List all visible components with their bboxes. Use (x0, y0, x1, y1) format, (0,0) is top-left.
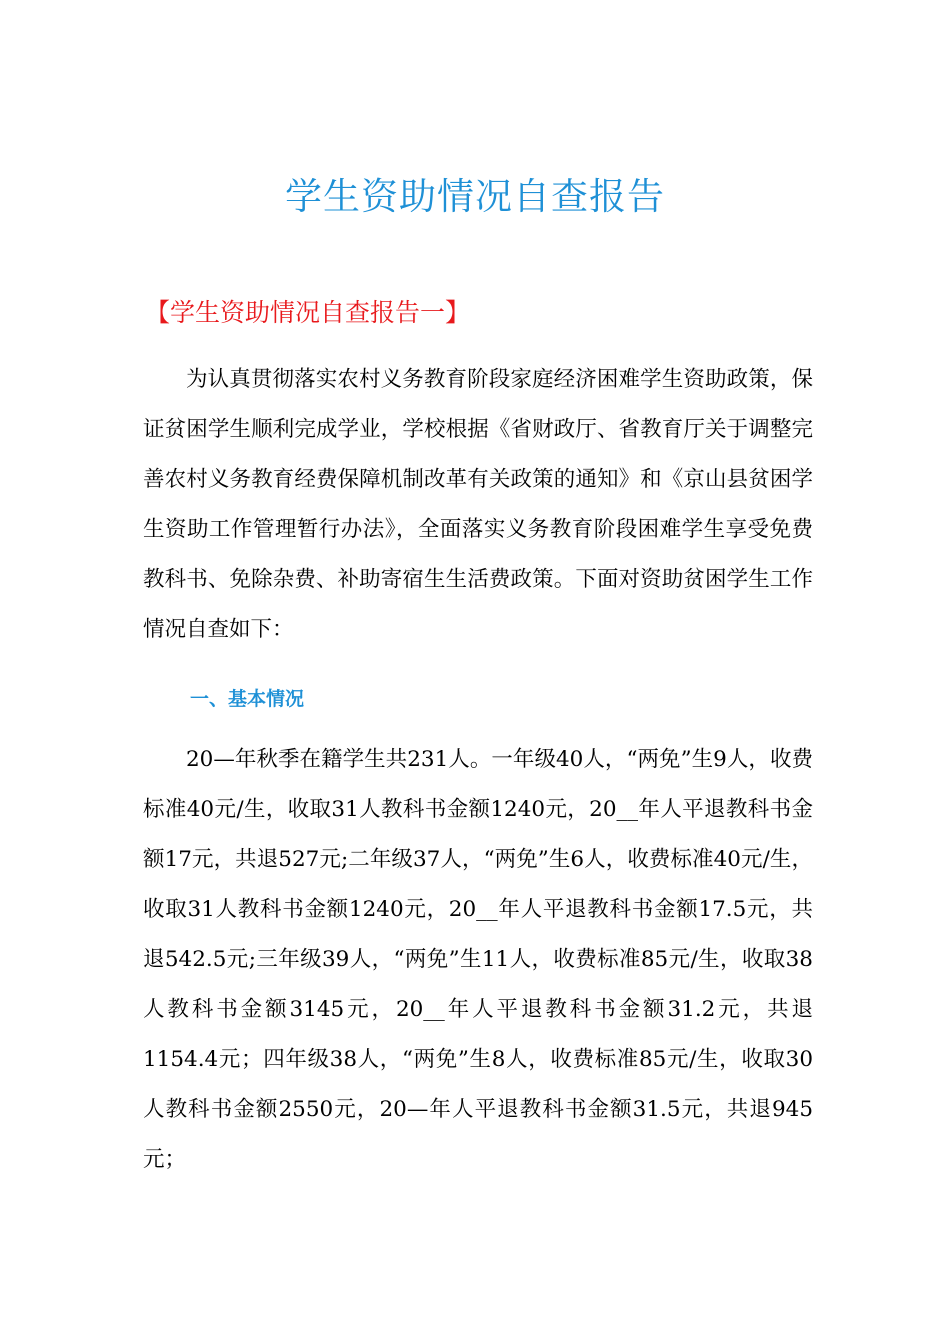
document-title: 学生资助情况自查报告 (285, 175, 665, 218)
intro-paragraph: 为认真贯彻落实农村义务教育阶段家庭经济困难学生资助政策，保证贫困学生顺利完成学业，学校根据《省财政厅、省教育厅关于调整完善农村义务教育经费保障机制改革有关政策的通知》和《京山县贫困学生资助工作管理暂行办法》，全面落实义务教育阶段困难学生享受免费教科书、免除杂费、补助寄宿生生活费政策。下面对资助贫困学生工作情况自查如下： (143, 367, 813, 642)
basic-situation-paragraph: 20—年秋季在籍学生共231人。一年级40人，“两免”生9人，收费标准40元/生，收取31人教科书金额1240元，20__年人平退教科书金额17元，共退527元;二年级37人，“两免”生6人，收费标准40元/生，收取31人教科书金额1240元，20__年人平退教科书金额17.5元，共退542.5元;三年级39人，“两免”生11人，收费标准85元/生，收取38人教科书金额3145元，20__年人平退教科书金额31.2元，共退1154.4元；四年级38人，“两免”生8人，收费标准85元/生，收取30人教科书金额2550元，20—年人平退教科书金额31.5元，共退945元； (143, 747, 813, 1172)
section-title: 【学生资助情况自查报告一】 (145, 298, 471, 327)
basic-situation-heading: 一、基本情况 (190, 688, 305, 710)
